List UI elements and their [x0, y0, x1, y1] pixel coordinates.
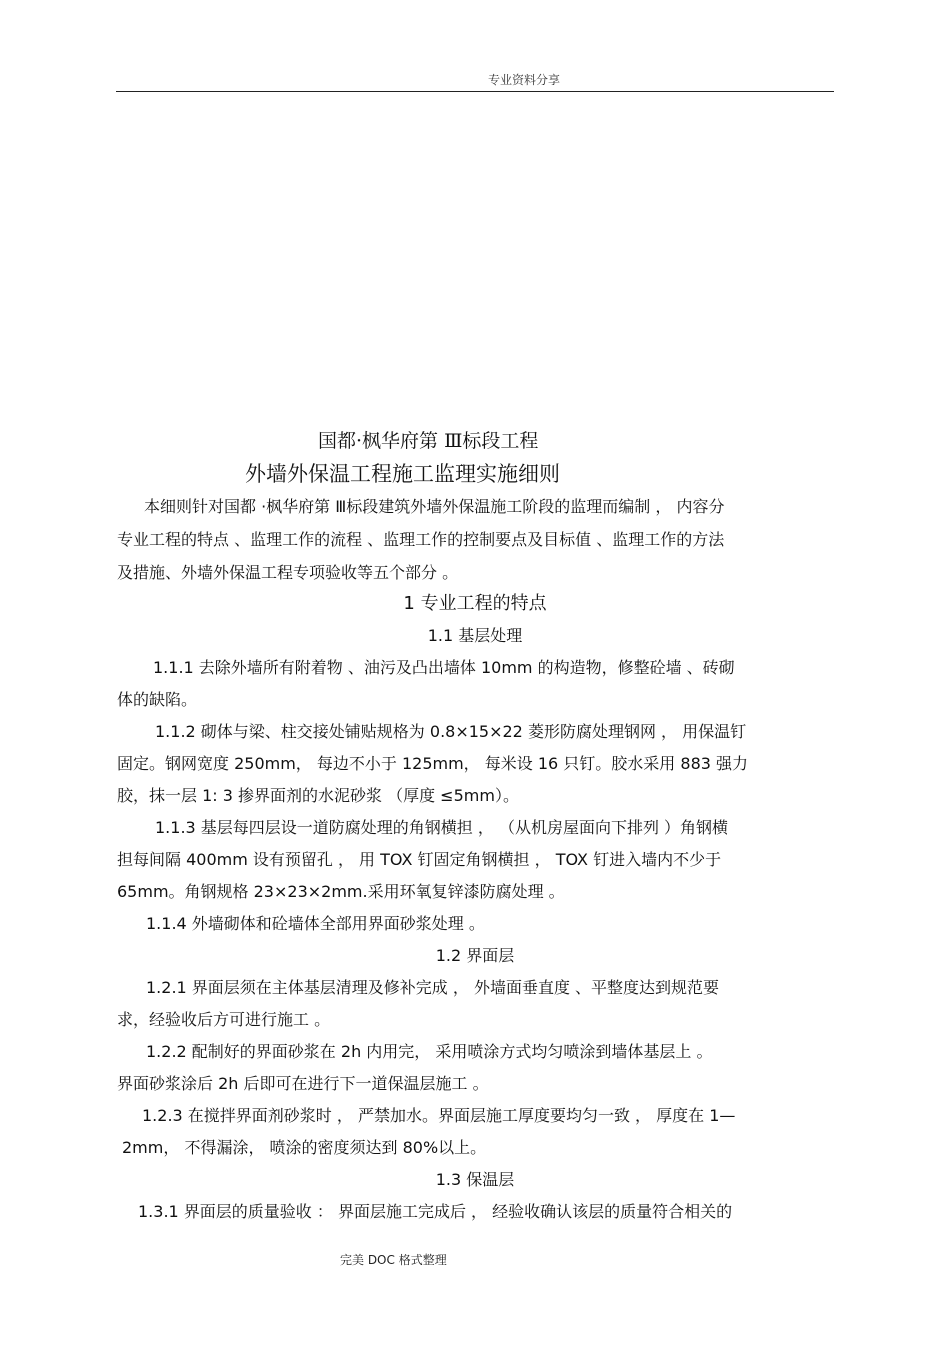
para-1-2-1-line-2: 求，经验收后方可进行施工 。 — [117, 1010, 331, 1029]
section-heading-1-1: 1.1 基层处理 — [427, 626, 523, 645]
para-1-1-2-line-1: 1.1.2 砌体与梁、柱交接处铺贴规格为 0.8×15×22 菱形防腐处理钢网 ， 用保温钉 — [155, 722, 747, 741]
para-1-2-3-line-1: 1.2.3 在搅拌界面剂砂浆时 ， 严禁加水。界面层施工厚度要均匀一致 ， 厚度在 1— — [142, 1106, 736, 1125]
para-1-1-2-line-3: 胶，抹一层 1: 3 掺界面剂的水泥砂浆 （厚度 ≤5mm）。 — [117, 786, 519, 805]
para-1-1-3-line-1: 1.1.3 基层每四层设一道防腐处理的角钢横担 ， （从机房屋面向下排列 ）角钢横 — [155, 818, 729, 837]
para-1-1-4-line-1: 1.1.4 外墙砌体和砼墙体全部用界面砂浆处理 。 — [146, 914, 485, 933]
section-heading-1-3: 1.3 保温层 — [435, 1170, 515, 1189]
page-header: 专业资料分享 — [487, 73, 560, 87]
para-1-1-3-line-3: 65mm。角钢规格 23×23×2mm.采用环氧复锌漆防腐处理 。 — [117, 882, 565, 901]
para-1-2-2-line-2: 界面砂浆涂后 2h 后即可在进行下一道保温层施工 。 — [117, 1074, 489, 1093]
document-title-project: 国都·枫华府第 Ⅲ标段工程 — [318, 430, 539, 452]
intro-line-3: 及措施、外墙外保温工程专项验收等五个部分 。 — [117, 563, 459, 582]
para-1-1-1-line-2: 体的缺陷。 — [117, 690, 198, 709]
intro-line-2: 专业工程的特点 、监理工作的流程 、监理工作的控制要点及目标值 、监理工作的方法 — [117, 530, 725, 549]
intro-line-1: 本细则针对国都 ·枫华府第 Ⅲ标段建筑外墙外保温施工阶段的监理而编制 ， 内容分 — [144, 497, 725, 516]
para-1-3-1-line-1: 1.3.1 界面层的质量验收 ： 界面层施工完成后 ， 经验收确认该层的质量符合相关的 — [138, 1202, 733, 1221]
document-title-main: 外墙外保温工程施工监理实施细则 — [245, 462, 560, 486]
para-1-2-1-line-1: 1.2.1 界面层须在主体基层清理及修补完成 ， 外墙面垂直度 、平整度达到规范要 — [146, 978, 720, 997]
section-heading-1-2: 1.2 界面层 — [435, 946, 515, 965]
para-1-2-3-line-2: 2mm， 不得漏涂， 喷涂的密度须达到 80%以上。 — [122, 1138, 487, 1157]
para-1-1-1-line-1: 1.1.1 去除外墙所有附着物 、油污及凸出墙体 10mm 的构造物，修整砼墙 、砖砌 — [153, 658, 735, 677]
header-rule — [116, 91, 834, 92]
section-heading-1: 1 专业工程的特点 — [403, 593, 547, 614]
para-1-1-3-line-2: 担每间隔 400mm 设有预留孔 ， 用 TOX 钉固定角钢横担 ， TOX 钉进入墙内不少于 — [117, 850, 722, 869]
para-1-2-2-line-1: 1.2.2 配制好的界面砂浆在 2h 内用完， 采用喷涂方式均匀喷涂到墙体基层上 。 — [146, 1042, 713, 1061]
para-1-1-2-line-2: 固定。钢网宽度 250mm， 每边不小于 125mm， 每米设 16 只钉。胶水采用 883 强力 — [117, 754, 749, 773]
page-footer: 完美 DOC 格式整理 — [340, 1253, 447, 1267]
